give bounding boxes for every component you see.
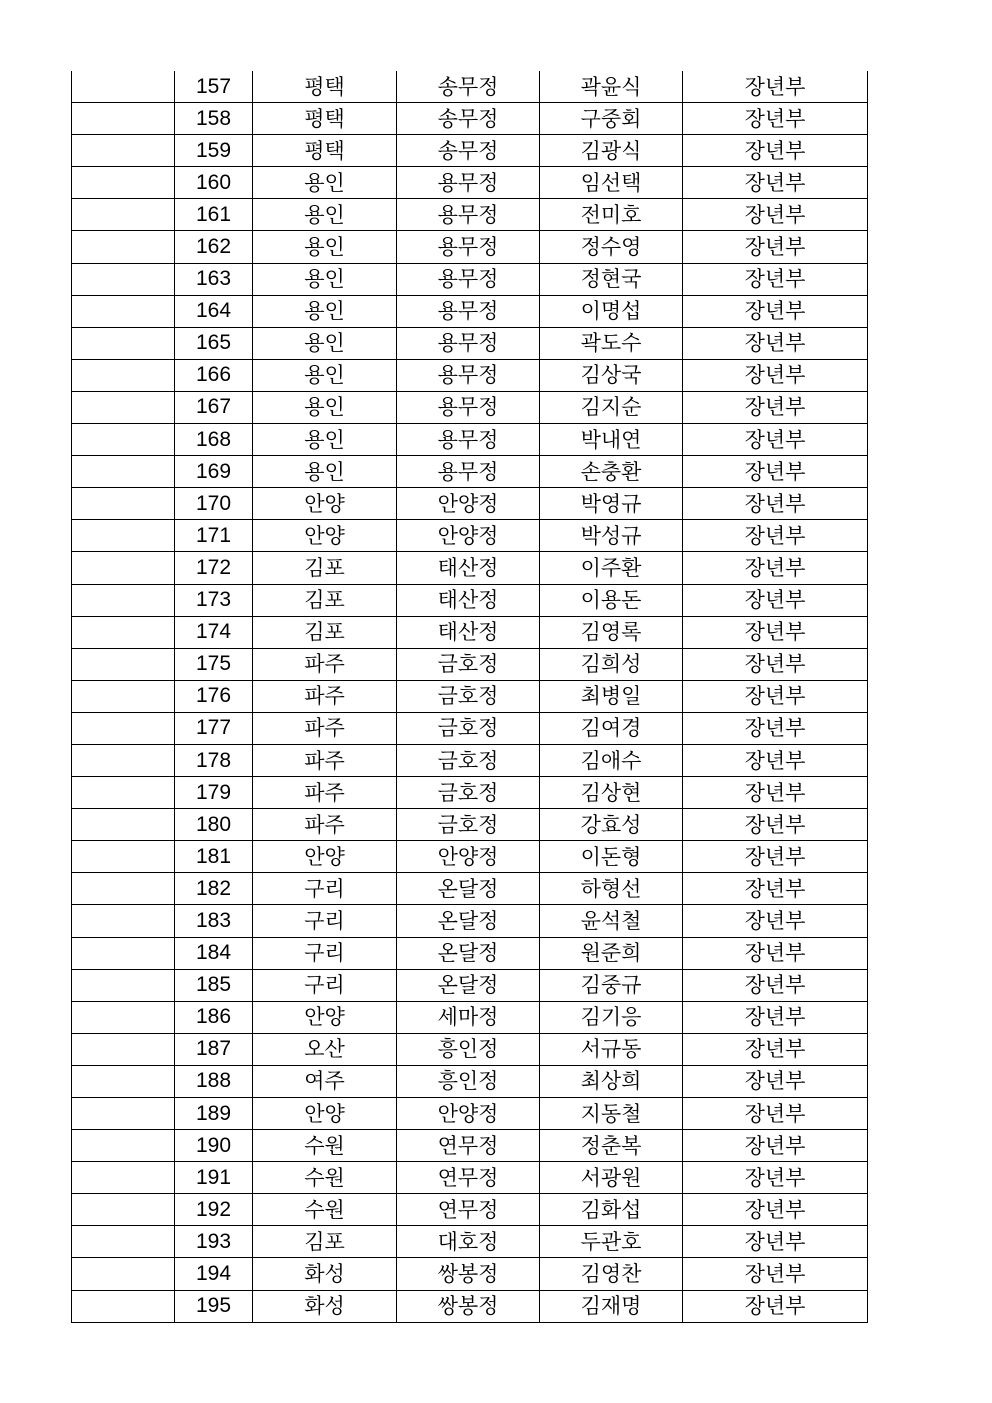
number-cell: 172 <box>175 552 253 584</box>
region-cell: 김포 <box>253 1226 397 1258</box>
number-cell: 167 <box>175 391 253 423</box>
club-cell: 용무정 <box>397 231 540 263</box>
name-cell: 정현국 <box>540 263 683 295</box>
name-cell: 박영규 <box>540 488 683 520</box>
blank-cell <box>72 1130 175 1162</box>
division-cell: 장년부 <box>683 1290 868 1322</box>
table-row <box>72 969 868 1001</box>
name-cell: 김상국 <box>540 359 683 391</box>
division-cell: 장년부 <box>683 391 868 423</box>
name-cell: 김화섭 <box>540 1194 683 1226</box>
table-row <box>72 424 868 456</box>
region-cell: 용인 <box>253 456 397 488</box>
number-cell: 178 <box>175 744 253 776</box>
region-cell: 안양 <box>253 488 397 520</box>
club-cell: 금호정 <box>397 744 540 776</box>
name-cell: 서규동 <box>540 1033 683 1065</box>
number-cell: 176 <box>175 680 253 712</box>
division-cell: 장년부 <box>683 1065 868 1097</box>
name-cell: 곽도수 <box>540 327 683 359</box>
region-cell: 용인 <box>253 327 397 359</box>
blank-cell <box>72 1226 175 1258</box>
blank-cell <box>72 744 175 776</box>
division-cell: 장년부 <box>683 231 868 263</box>
table-row <box>72 167 868 199</box>
blank-cell <box>72 263 175 295</box>
name-cell: 이주환 <box>540 552 683 584</box>
table-row <box>72 937 868 969</box>
number-cell: 175 <box>175 648 253 680</box>
number-cell: 158 <box>175 103 253 135</box>
number-cell: 164 <box>175 295 253 327</box>
region-cell: 안양 <box>253 520 397 552</box>
division-cell: 장년부 <box>683 424 868 456</box>
blank-cell <box>72 680 175 712</box>
blank-cell <box>72 937 175 969</box>
name-cell: 김기응 <box>540 1001 683 1033</box>
club-cell: 안양정 <box>397 520 540 552</box>
region-cell: 구리 <box>253 873 397 905</box>
table-row <box>72 905 868 937</box>
region-cell: 용인 <box>253 295 397 327</box>
table-row <box>72 616 868 648</box>
blank-cell <box>72 1290 175 1322</box>
table-row <box>72 712 868 744</box>
division-cell: 장년부 <box>683 552 868 584</box>
table-row <box>72 1001 868 1033</box>
table-row <box>72 873 868 905</box>
division-cell: 장년부 <box>683 905 868 937</box>
club-cell: 태산정 <box>397 616 540 648</box>
division-cell: 장년부 <box>683 520 868 552</box>
name-cell: 김영록 <box>540 616 683 648</box>
table-row <box>72 1065 868 1097</box>
number-cell: 170 <box>175 488 253 520</box>
division-cell: 장년부 <box>683 359 868 391</box>
blank-cell <box>72 841 175 873</box>
number-cell: 160 <box>175 167 253 199</box>
number-cell: 181 <box>175 841 253 873</box>
name-cell: 김애수 <box>540 744 683 776</box>
club-cell: 흥인정 <box>397 1065 540 1097</box>
table-row <box>72 1162 868 1194</box>
region-cell: 용인 <box>253 167 397 199</box>
region-cell: 용인 <box>253 263 397 295</box>
table-row <box>72 744 868 776</box>
blank-cell <box>72 1194 175 1226</box>
region-cell: 파주 <box>253 744 397 776</box>
table-row <box>72 327 868 359</box>
table-row <box>72 295 868 327</box>
region-cell: 김포 <box>253 584 397 616</box>
club-cell: 금호정 <box>397 712 540 744</box>
club-cell: 용무정 <box>397 263 540 295</box>
region-cell: 용인 <box>253 231 397 263</box>
blank-cell <box>72 359 175 391</box>
name-cell: 임선택 <box>540 167 683 199</box>
region-cell: 파주 <box>253 809 397 841</box>
blank-cell <box>72 295 175 327</box>
number-cell: 157 <box>175 71 253 103</box>
name-cell: 서광원 <box>540 1162 683 1194</box>
region-cell: 용인 <box>253 391 397 423</box>
region-cell: 평택 <box>253 103 397 135</box>
name-cell: 지동철 <box>540 1098 683 1130</box>
table-row <box>72 263 868 295</box>
table-row <box>72 1258 868 1290</box>
name-cell: 박성규 <box>540 520 683 552</box>
region-cell: 수원 <box>253 1162 397 1194</box>
table-row <box>72 1098 868 1130</box>
roster-table-body <box>72 71 868 1322</box>
blank-cell <box>72 1065 175 1097</box>
number-cell: 189 <box>175 1098 253 1130</box>
blank-cell <box>72 873 175 905</box>
blank-cell <box>72 71 175 103</box>
division-cell: 장년부 <box>683 1194 868 1226</box>
division-cell: 장년부 <box>683 456 868 488</box>
table-row <box>72 777 868 809</box>
table-row <box>72 584 868 616</box>
name-cell: 하형선 <box>540 873 683 905</box>
number-cell: 190 <box>175 1130 253 1162</box>
table-row <box>72 648 868 680</box>
club-cell: 용무정 <box>397 295 540 327</box>
table-row <box>72 488 868 520</box>
name-cell: 전미호 <box>540 199 683 231</box>
region-cell: 안양 <box>253 841 397 873</box>
blank-cell <box>72 584 175 616</box>
number-cell: 193 <box>175 1226 253 1258</box>
number-cell: 163 <box>175 263 253 295</box>
name-cell: 김광식 <box>540 135 683 167</box>
region-cell: 김포 <box>253 552 397 584</box>
name-cell: 김상현 <box>540 777 683 809</box>
blank-cell <box>72 616 175 648</box>
division-cell: 장년부 <box>683 648 868 680</box>
name-cell: 이명섭 <box>540 295 683 327</box>
blank-cell <box>72 488 175 520</box>
number-cell: 171 <box>175 520 253 552</box>
blank-cell <box>72 1033 175 1065</box>
name-cell: 손충환 <box>540 456 683 488</box>
table-row <box>72 1226 868 1258</box>
table-row <box>72 1130 868 1162</box>
name-cell: 정수영 <box>540 231 683 263</box>
number-cell: 179 <box>175 777 253 809</box>
division-cell: 장년부 <box>683 1001 868 1033</box>
number-cell: 186 <box>175 1001 253 1033</box>
division-cell: 장년부 <box>683 263 868 295</box>
division-cell: 장년부 <box>683 135 868 167</box>
number-cell: 159 <box>175 135 253 167</box>
division-cell: 장년부 <box>683 71 868 103</box>
club-cell: 세마정 <box>397 1001 540 1033</box>
number-cell: 166 <box>175 359 253 391</box>
region-cell: 파주 <box>253 680 397 712</box>
division-cell: 장년부 <box>683 1226 868 1258</box>
region-cell: 수원 <box>253 1130 397 1162</box>
club-cell: 송무정 <box>397 135 540 167</box>
club-cell: 쌍봉정 <box>397 1290 540 1322</box>
region-cell: 구리 <box>253 937 397 969</box>
number-cell: 185 <box>175 969 253 1001</box>
name-cell: 김재명 <box>540 1290 683 1322</box>
blank-cell <box>72 552 175 584</box>
name-cell: 이돈형 <box>540 841 683 873</box>
number-cell: 194 <box>175 1258 253 1290</box>
blank-cell <box>72 1258 175 1290</box>
region-cell: 수원 <box>253 1194 397 1226</box>
division-cell: 장년부 <box>683 616 868 648</box>
club-cell: 안양정 <box>397 841 540 873</box>
number-cell: 180 <box>175 809 253 841</box>
club-cell: 온달정 <box>397 873 540 905</box>
number-cell: 168 <box>175 424 253 456</box>
blank-cell <box>72 103 175 135</box>
region-cell: 파주 <box>253 648 397 680</box>
number-cell: 169 <box>175 456 253 488</box>
name-cell: 구중회 <box>540 103 683 135</box>
division-cell: 장년부 <box>683 712 868 744</box>
club-cell: 연무정 <box>397 1194 540 1226</box>
number-cell: 195 <box>175 1290 253 1322</box>
table-row <box>72 231 868 263</box>
region-cell: 안양 <box>253 1001 397 1033</box>
table-row <box>72 520 868 552</box>
region-cell: 용인 <box>253 199 397 231</box>
division-cell: 장년부 <box>683 167 868 199</box>
blank-cell <box>72 199 175 231</box>
name-cell: 두관호 <box>540 1226 683 1258</box>
region-cell: 용인 <box>253 359 397 391</box>
division-cell: 장년부 <box>683 1098 868 1130</box>
name-cell: 이용돈 <box>540 584 683 616</box>
region-cell: 화성 <box>253 1290 397 1322</box>
club-cell: 용무정 <box>397 456 540 488</box>
blank-cell <box>72 969 175 1001</box>
number-cell: 161 <box>175 199 253 231</box>
club-cell: 금호정 <box>397 809 540 841</box>
name-cell: 윤석철 <box>540 905 683 937</box>
blank-cell <box>72 231 175 263</box>
division-cell: 장년부 <box>683 1130 868 1162</box>
division-cell: 장년부 <box>683 327 868 359</box>
division-cell: 장년부 <box>683 199 868 231</box>
division-cell: 장년부 <box>683 1258 868 1290</box>
club-cell: 금호정 <box>397 777 540 809</box>
region-cell: 여주 <box>253 1065 397 1097</box>
number-cell: 192 <box>175 1194 253 1226</box>
club-cell: 온달정 <box>397 969 540 1001</box>
club-cell: 연무정 <box>397 1130 540 1162</box>
number-cell: 174 <box>175 616 253 648</box>
name-cell: 강효성 <box>540 809 683 841</box>
blank-cell <box>72 1162 175 1194</box>
blank-cell <box>72 777 175 809</box>
blank-cell <box>72 327 175 359</box>
club-cell: 태산정 <box>397 552 540 584</box>
table-row <box>72 199 868 231</box>
division-cell: 장년부 <box>683 488 868 520</box>
division-cell: 장년부 <box>683 103 868 135</box>
number-cell: 184 <box>175 937 253 969</box>
blank-cell <box>72 167 175 199</box>
region-cell: 안양 <box>253 1098 397 1130</box>
table-row <box>72 1033 868 1065</box>
division-cell: 장년부 <box>683 937 868 969</box>
blank-cell <box>72 905 175 937</box>
club-cell: 온달정 <box>397 905 540 937</box>
region-cell: 김포 <box>253 616 397 648</box>
table-row <box>72 841 868 873</box>
blank-cell <box>72 520 175 552</box>
club-cell: 금호정 <box>397 648 540 680</box>
division-cell: 장년부 <box>683 809 868 841</box>
number-cell: 183 <box>175 905 253 937</box>
number-cell: 191 <box>175 1162 253 1194</box>
table-row <box>72 359 868 391</box>
table-row <box>72 1194 868 1226</box>
club-cell: 송무정 <box>397 71 540 103</box>
region-cell: 구리 <box>253 905 397 937</box>
name-cell: 원준희 <box>540 937 683 969</box>
club-cell: 용무정 <box>397 199 540 231</box>
number-cell: 187 <box>175 1033 253 1065</box>
club-cell: 연무정 <box>397 1162 540 1194</box>
club-cell: 용무정 <box>397 424 540 456</box>
division-cell: 장년부 <box>683 584 868 616</box>
blank-cell <box>72 456 175 488</box>
number-cell: 165 <box>175 327 253 359</box>
region-cell: 화성 <box>253 1258 397 1290</box>
blank-cell <box>72 1001 175 1033</box>
region-cell: 구리 <box>253 969 397 1001</box>
club-cell: 태산정 <box>397 584 540 616</box>
number-cell: 173 <box>175 584 253 616</box>
name-cell: 최병일 <box>540 680 683 712</box>
club-cell: 온달정 <box>397 937 540 969</box>
club-cell: 송무정 <box>397 103 540 135</box>
region-cell: 오산 <box>253 1033 397 1065</box>
table-row <box>72 456 868 488</box>
blank-cell <box>72 391 175 423</box>
name-cell: 김여경 <box>540 712 683 744</box>
region-cell: 파주 <box>253 777 397 809</box>
number-cell: 188 <box>175 1065 253 1097</box>
name-cell: 김희성 <box>540 648 683 680</box>
name-cell: 곽윤식 <box>540 71 683 103</box>
club-cell: 안양정 <box>397 1098 540 1130</box>
table-row <box>72 809 868 841</box>
region-cell: 평택 <box>253 71 397 103</box>
club-cell: 흥인정 <box>397 1033 540 1065</box>
blank-cell <box>72 712 175 744</box>
club-cell: 용무정 <box>397 327 540 359</box>
table-row <box>72 103 868 135</box>
number-cell: 177 <box>175 712 253 744</box>
name-cell: 김지순 <box>540 391 683 423</box>
division-cell: 장년부 <box>683 1033 868 1065</box>
blank-cell <box>72 1098 175 1130</box>
division-cell: 장년부 <box>683 744 868 776</box>
division-cell: 장년부 <box>683 295 868 327</box>
club-cell: 쌍봉정 <box>397 1258 540 1290</box>
table-row <box>72 71 868 103</box>
number-cell: 162 <box>175 231 253 263</box>
table-row <box>72 1290 868 1322</box>
division-cell: 장년부 <box>683 777 868 809</box>
region-cell: 평택 <box>253 135 397 167</box>
division-cell: 장년부 <box>683 841 868 873</box>
region-cell: 용인 <box>253 424 397 456</box>
name-cell: 정춘복 <box>540 1130 683 1162</box>
club-cell: 대호정 <box>397 1226 540 1258</box>
club-cell: 용무정 <box>397 391 540 423</box>
division-cell: 장년부 <box>683 873 868 905</box>
number-cell: 182 <box>175 873 253 905</box>
blank-cell <box>72 135 175 167</box>
blank-cell <box>72 424 175 456</box>
division-cell: 장년부 <box>683 969 868 1001</box>
blank-cell <box>72 809 175 841</box>
name-cell: 김중규 <box>540 969 683 1001</box>
name-cell: 최상희 <box>540 1065 683 1097</box>
region-cell: 파주 <box>253 712 397 744</box>
club-cell: 용무정 <box>397 359 540 391</box>
club-cell: 금호정 <box>397 680 540 712</box>
table-row <box>72 135 868 167</box>
table-row <box>72 391 868 423</box>
blank-cell <box>72 648 175 680</box>
table-row <box>72 680 868 712</box>
roster-table <box>71 71 868 1323</box>
name-cell: 김영찬 <box>540 1258 683 1290</box>
name-cell: 박내연 <box>540 424 683 456</box>
club-cell: 용무정 <box>397 167 540 199</box>
club-cell: 안양정 <box>397 488 540 520</box>
table-row <box>72 552 868 584</box>
division-cell: 장년부 <box>683 680 868 712</box>
division-cell: 장년부 <box>683 1162 868 1194</box>
